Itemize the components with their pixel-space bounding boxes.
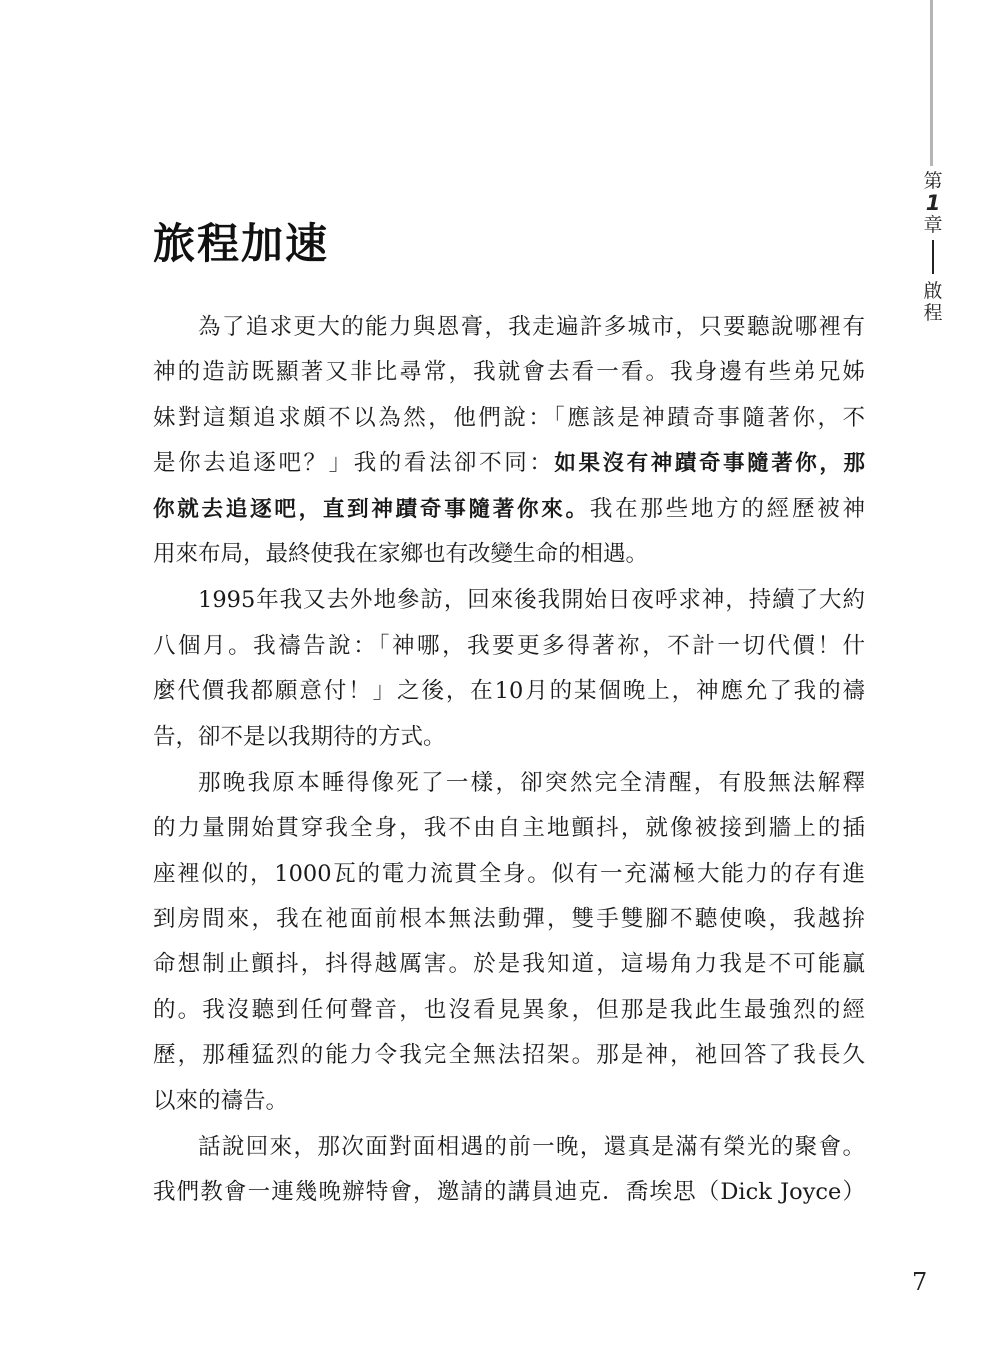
text-line (153, 441, 865, 486)
text-line (153, 487, 865, 532)
text-line: 那晚我原本睡得像死了一樣，卻突然完全清醒，有股無法解釋 (198, 769, 865, 796)
text-line: 為了追求更大的能力與恩膏，我走遍許多城市，只要聽說哪裡有 (198, 314, 865, 340)
page-edge-rule (930, 0, 933, 166)
chapter-number: 1 (925, 191, 941, 215)
text-line: 八個月。我禱告說：「神哪，我要更多得著祢，不計一切代價！什 (153, 632, 865, 659)
text-line: 以來的禱告。 (153, 1087, 289, 1114)
text-span: 我在那些地方的經歷被神 (589, 495, 865, 522)
section-title: 旅程加速 (153, 219, 330, 268)
page-number: 7 (912, 1268, 928, 1296)
text-line: 神的造訪既顯著又非比尋常，我就會去看一看。我身邊有些弟兄姊 (153, 359, 865, 386)
text-line: 妹對這類追求頗不以為然，他們說：「應該是神蹟奇事隨著你，不 (153, 404, 865, 431)
text-line: 歷，那種猛烈的能力令我完全無法招架。那是神，祂回答了我長久 (153, 1042, 865, 1069)
emphasis-text: 你就去追逐吧，直到神蹟奇事隨著你來。 (153, 496, 590, 522)
body-text (153, 305, 865, 1216)
text-line: 座裡似的，1000瓦的電力流貫全身。似有一充滿極大能力的存有進 (153, 860, 865, 887)
text-line: 的力量開始貫穿我全身，我不由自主地顫抖，就像被接到牆上的插 (153, 815, 865, 842)
chapter-side-tab (917, 170, 949, 324)
chapter-label-suffix: 章 (923, 214, 943, 236)
chapter-title-char-1: 啟 (923, 280, 943, 302)
text-line: 話說回來，那次面對面相遇的前一晚，還真是滿有榮光的聚會。 (198, 1134, 865, 1161)
text-line: 的。我沒聽到任何聲音，也沒看見異象，但那是我此生最強烈的經 (153, 996, 865, 1023)
text-line: 命想制止顫抖，抖得越厲害。於是我知道，這場角力我是不可能贏 (153, 951, 865, 978)
text-line: 我們教會一連幾晚辦特會，邀請的講員迪克．喬埃思（Dick Joyce） (153, 1179, 865, 1206)
chapter-divider (932, 240, 934, 274)
text-line: 麼代價我都願意付！」之後，在10月的某個晚上，神應允了我的禱 (153, 678, 865, 705)
text-line: 告，卻不是以我期待的方式。 (153, 723, 446, 750)
text-span: 是你去追逐吧？」我的看法卻不同： (153, 450, 555, 477)
text-line: 用來布局，最終使我在家鄉也有改變生命的相遇。 (153, 540, 649, 567)
emphasis-text: 如果沒有神蹟奇事隨著你，那 (554, 451, 865, 477)
text-line: 1995年我又去外地參訪，回來後我開始日夜呼求神，持續了大約 (198, 587, 865, 614)
text-line: 到房間來，我在祂面前根本無法動彈，雙手雙腳不聽使喚，我越拚 (153, 906, 865, 933)
chapter-title-char-2: 程 (923, 302, 943, 324)
chapter-label-prefix: 第 (923, 170, 943, 192)
